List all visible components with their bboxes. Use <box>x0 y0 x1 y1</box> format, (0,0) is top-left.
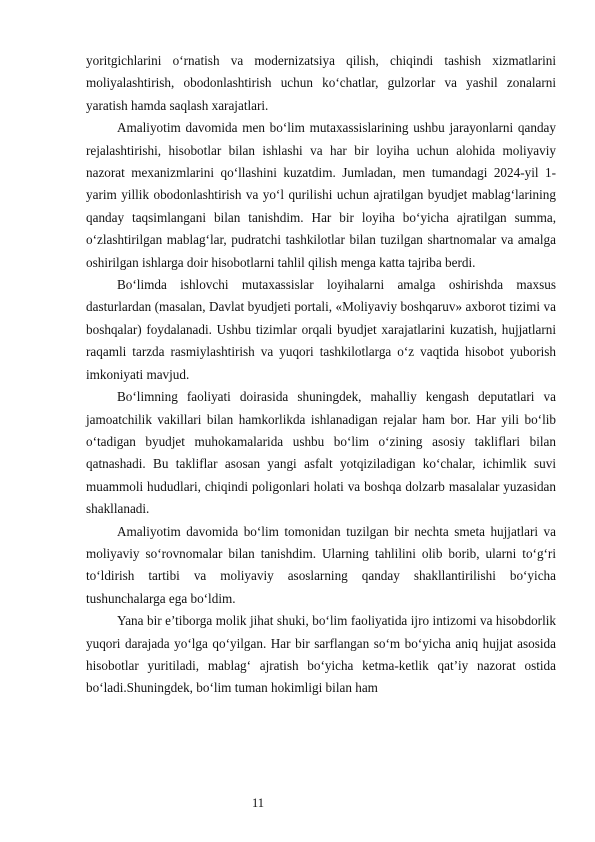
paragraph-dasturlar: Bo‘limda ishlovchi mutaxassislar loyihalarni amalga oshirishda maxsus dasturlardan (masalan, Davlat byudjeti portali, «Moliyaviy boshqaruv» axborot tizimi va boshqalar) foydalanadi. Ushbu tizimlar orqali byudjet xarajatlarini kuzatish, hujjatlarni raqamli tarzda rasmiylashtirish va yuqori tashkilotlarga o‘z vaqtida hisobot yuborish imkoniyati mavjud. <box>86 277 556 382</box>
page-number: 11 <box>251 796 265 810</box>
paragraph-amaliyot-kuzatish: Amaliyotim davomida men bo‘lim mutaxassislarining ushbu jarayonlarni qanday rejalashtirishi, hisobotlar bilan ishlashi va har bir loyiha uchun alohida moliyaviy nazorat mexanizmlarini qo‘llashini kuzatdim. Jumladan, men tumandagi 2024-yil 1-yarim yillik obodonlashtirish va yo‘l qurilishi uchun ajratilgan byudjet mablag‘larining qanday taqsimlangani bilan tanishdim. Har bir loyiha bo‘yicha ajratilgan summa, o‘zlashtirilgan mablag‘lar, pudratchi tashkilotlar bilan tuzilgan shartnomalar va amalga oshirilgan ishlarga doir hisobotlarni tahlil qilish menga katta tajriba berdi. <box>86 120 556 270</box>
paragraph-hamkorlik: Bo‘limning faoliyati doirasida shuningdek, mahalliy kengash deputatlari va jamoatchilik vakillari bilan hamkorlikda ishlanadigan rejalar ham bor. Har yili bo‘lib o‘tadigan byudjet muhokamalarida ushbu bo‘lim o‘zining asosiy takliflari bilan qatnashadi. Bu takliflar asosan yangi asfalt yotqiziladigan ko‘chalar, ichimlik suvi muammoli hududlari, chiqindi poligonlari holati va boshqa dolzarb masalalar yuzasidan shakllanadi. <box>86 389 556 517</box>
paragraph-ijro-intizomi: Yana bir e’tiborga molik jihat shuki, bo‘lim faoliyatida ijro intizomi va hisobdorlik yuqori darajada yo‘lga qo‘yilgan. Har bir sarflangan so‘m bo‘yicha aniq hujjat asosida hisobotlar yuritiladi, mablag‘ ajratish bo‘yicha ketma-ketlik qat’iy nazorat ostida bo‘ladi.Shuningdek, bo‘lim tuman hokimligi bilan ham <box>86 613 556 696</box>
body-text <box>86 50 556 700</box>
paragraph-smeta: Amaliyotim davomida bo‘lim tomonidan tuzilgan bir nechta smeta hujjatlari va moliyaviy so‘rovnomalar bilan tanishdim. Ularning tahlilini olib borib, ularni to‘g‘ri to‘ldirish tartibi va moliyaviy asoslarning qanday shakllantirilishi bo‘yicha tushunchalarga ega bo‘ldim. <box>86 523 556 606</box>
paragraph-continuation: yoritgichlarini o‘rnatish va modernizatsiya qilish, chiqindi tashish xizmatlarini moliyalashtirish, obodonlashtirish uchun ko‘chatlar, gulzorlar va yashil zonalarni yaratish hamda saqlash xarajatlari. <box>86 53 556 113</box>
